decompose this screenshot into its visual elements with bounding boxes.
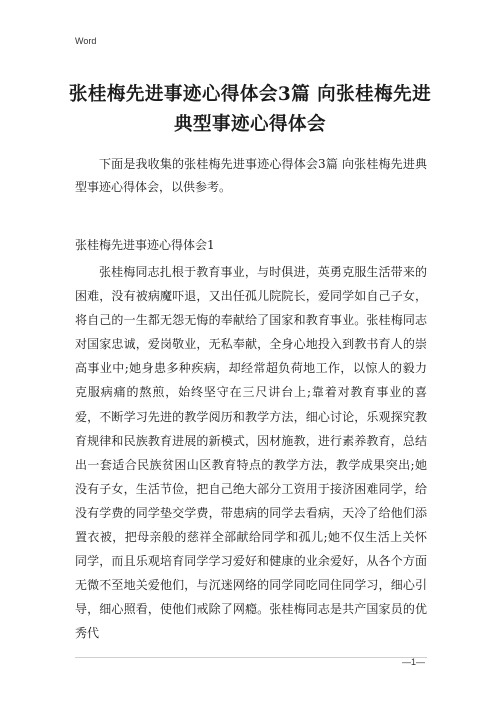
intro-paragraph: 下面是我收集的张桂梅先进事迹心得体会3篇 向张桂梅先进典型事迹心得体会，以供参考。: [75, 157, 427, 194]
header-label: Word: [75, 36, 97, 46]
section-heading: 张桂梅先进事迹心得体会1: [75, 238, 215, 252]
body-paragraph: 张桂梅同志扎根于教育事业，与时俱进，英勇克服生活带来的困难，没有被病魔吓退，又出任孤儿院院长，爱同学如自己子女，将自己的一生都无怨无悔的奉献给了国家和教育事业。张桂梅同志对国家忠诚，爱岗敬业，无私奉献，全身心地投入到教书育人的崇高事业中;她身患多种疾病，却经常超负荷地工作，以惊人的毅力克服病痛的熬煎，始终坚守在三尺讲台上;靠着对教育事业的喜爱，不断学习先进的教学阅历和教学方法，细心讨论，乐观探究教育规律和民族教育进展的新模式，因材施教，进行素养教育，总结出一套适合民族贫困山区教育特点的教学方法，教学成果突出;她没有子女，生活节俭，把自己绝大部分工资用于接济困难同学，给没有学费的同学垫交学费，带患病的同学去看病，天冷了给他们添置衣被，把母亲般的慈祥全部献给同学和孤儿;她不仅生活上关怀同学，而且乐观培育同学学习爱好和健康的业余爱好，从各个方面无微不至地关爱他们，与沉迷网络的同学同吃同住同学习，细心引导，细心照看，使他们戒除了网瘾。张桂梅同志是共产国家员的优秀代: [75, 265, 427, 641]
footer-rule: [75, 657, 427, 658]
page-number: —1—: [401, 657, 425, 667]
document-title: 张桂梅先进事迹心得体会3篇 向张桂梅先进典型事迹心得体会: [68, 84, 432, 135]
